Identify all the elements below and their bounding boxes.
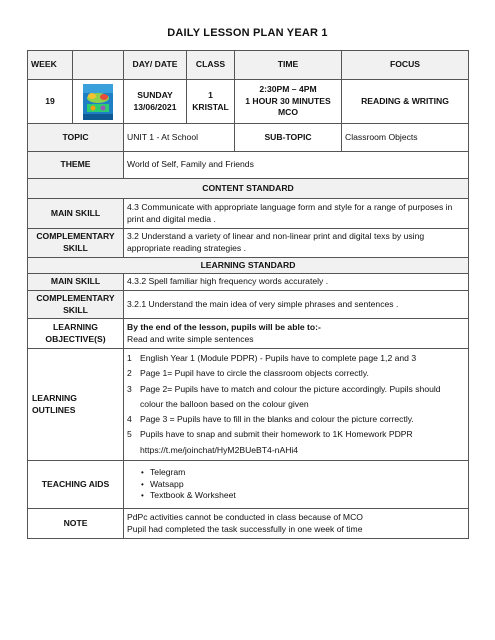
topic-row	[28, 124, 469, 152]
list-item-continuation	[127, 443, 465, 458]
cs-complementary-label	[28, 229, 124, 258]
theme-value: World of Self, Family and Friends	[124, 152, 469, 179]
learning-standard-heading: LEARNING STANDARD	[28, 258, 469, 274]
time-header: TIME	[235, 51, 342, 80]
header-row	[28, 51, 469, 80]
learning-standard-heading-row	[28, 258, 469, 274]
ls-main-skill-label: MAIN SKILL	[28, 274, 124, 291]
teaching-aids-row	[28, 461, 469, 509]
objectives-intro: By the end of the lesson, pupils will be able to:-	[127, 321, 321, 332]
week-header: WEEK	[28, 51, 73, 80]
date-value: 13/06/2021	[133, 101, 177, 112]
outlines-label-line2: OUTLINES	[32, 404, 76, 415]
outlines-list	[127, 351, 465, 457]
cs-complementary-label-line1: COMPLEMENTARY	[36, 231, 115, 242]
homework-link[interactable]: https://t.me/joinchat/HyM2BUeBT4-nAHi4	[140, 444, 299, 455]
list-item: 1 English Year 1 (Module PDPR) - Pupils have to complete page 1,2 and 3	[127, 353, 417, 364]
focus-header: FOCUS	[342, 51, 469, 80]
objectives-text: Read and write simple sentences	[127, 333, 254, 344]
time-duration: 1 HOUR 30 MINUTES	[245, 95, 331, 106]
teaching-aids-list	[127, 467, 465, 502]
logo-header-cell	[73, 51, 124, 80]
page-title: DAILY LESSON PLAN YEAR 1	[167, 27, 328, 39]
time-value	[235, 80, 342, 124]
class-value	[187, 80, 235, 124]
lesson-plan-table	[27, 50, 469, 539]
cs-complementary-label-line2: SKILL	[63, 243, 88, 253]
outlines-label	[28, 349, 124, 461]
daydate-value	[124, 80, 187, 124]
outlines-value	[124, 349, 469, 461]
ls-complementary-row	[28, 291, 469, 319]
teaching-aids-value	[124, 461, 469, 509]
day-value: SUNDAY	[137, 89, 173, 100]
note-line-2: Pupil had completed the task successfully in one week of time	[127, 523, 363, 534]
objectives-label-line2: OBJECTIVE(S)	[45, 333, 106, 344]
cs-complementary-row	[28, 229, 469, 258]
objectives-value	[124, 319, 469, 349]
note-value	[124, 509, 469, 539]
ls-complementary-label	[28, 291, 124, 319]
ls-main-skill-row	[28, 274, 469, 291]
content-standard-heading-row	[28, 179, 469, 199]
daydate-header: DAY/ DATE	[124, 51, 187, 80]
cs-main-skill-row	[28, 199, 469, 229]
week-value: 19	[28, 80, 73, 124]
info-row	[28, 80, 469, 124]
class-number: 1	[208, 89, 213, 100]
note-line-1: PdPc activities cannot be conducted in class because of MCO	[127, 511, 363, 522]
list-item-continuation: colour the balloon based on the colour given	[140, 398, 309, 409]
list-item: 5 Pupils have to snap and submit their homework to 1K Homework PDPR	[127, 429, 413, 440]
note-label: NOTE	[28, 509, 124, 539]
outlines-row	[28, 349, 469, 461]
logo-cell	[73, 80, 124, 124]
topic-label: TOPIC	[28, 124, 124, 152]
list-item: • Textbook & Worksheet	[141, 490, 465, 502]
focus-value: READING & WRITING	[342, 80, 469, 124]
list-item: 4 Page 3 = Pupils have to fill in the blanks and colour the picture correctly.	[127, 414, 414, 425]
objectives-row	[28, 319, 469, 349]
objectives-label	[28, 319, 124, 349]
topic-value: UNIT 1 - At School	[124, 124, 235, 152]
note-row	[28, 509, 469, 539]
ls-complementary-value: 3.2.1 Understand the main idea of very simple phrases and sentences .	[124, 291, 469, 319]
list-item: 2 Page 1= Pupil have to circle the classroom objects correctly.	[127, 368, 369, 379]
list-item: • Telegram	[141, 467, 465, 479]
cs-main-skill-label: MAIN SKILL	[28, 199, 124, 229]
theme-row	[28, 152, 469, 179]
list-item: 3 Page 2= Pupils have to match and colour the picture accordingly. Pupils should	[127, 383, 441, 394]
list-item: • Watsapp	[141, 479, 465, 491]
ls-main-skill-value: 4.3.2 Spell familiar high frequency words accurately .	[124, 274, 469, 291]
objectives-label-line1: LEARNING	[53, 321, 98, 332]
class-name: KRISTAL	[192, 101, 229, 112]
time-mode: MCO	[277, 107, 299, 118]
subtopic-label: SUB-TOPIC	[235, 124, 342, 152]
ls-complementary-label-line2: SKILL	[63, 304, 88, 315]
teaching-aids-label: TEACHING AIDS	[28, 461, 124, 509]
theme-label: THEME	[28, 152, 124, 179]
outlines-label-line1: LEARNING	[32, 392, 77, 403]
cs-main-skill-value: 4.3 Communicate with appropriate language form and style for a range of purposes in print and digital media .	[124, 199, 469, 229]
time-range: 2:30PM – 4PM	[259, 84, 317, 95]
class-header: CLASS	[187, 51, 235, 80]
subtopic-value: Classroom Objects	[342, 124, 469, 152]
cs-complementary-value: 3.2 Understand a variety of linear and non-linear print and digital texs by using appropriate reading strategies .	[124, 229, 469, 258]
textbook-cover-icon	[83, 84, 113, 120]
ls-complementary-label-line1: COMPLEMENTARY	[36, 292, 115, 303]
content-standard-heading: CONTENT STANDARD	[28, 179, 469, 199]
